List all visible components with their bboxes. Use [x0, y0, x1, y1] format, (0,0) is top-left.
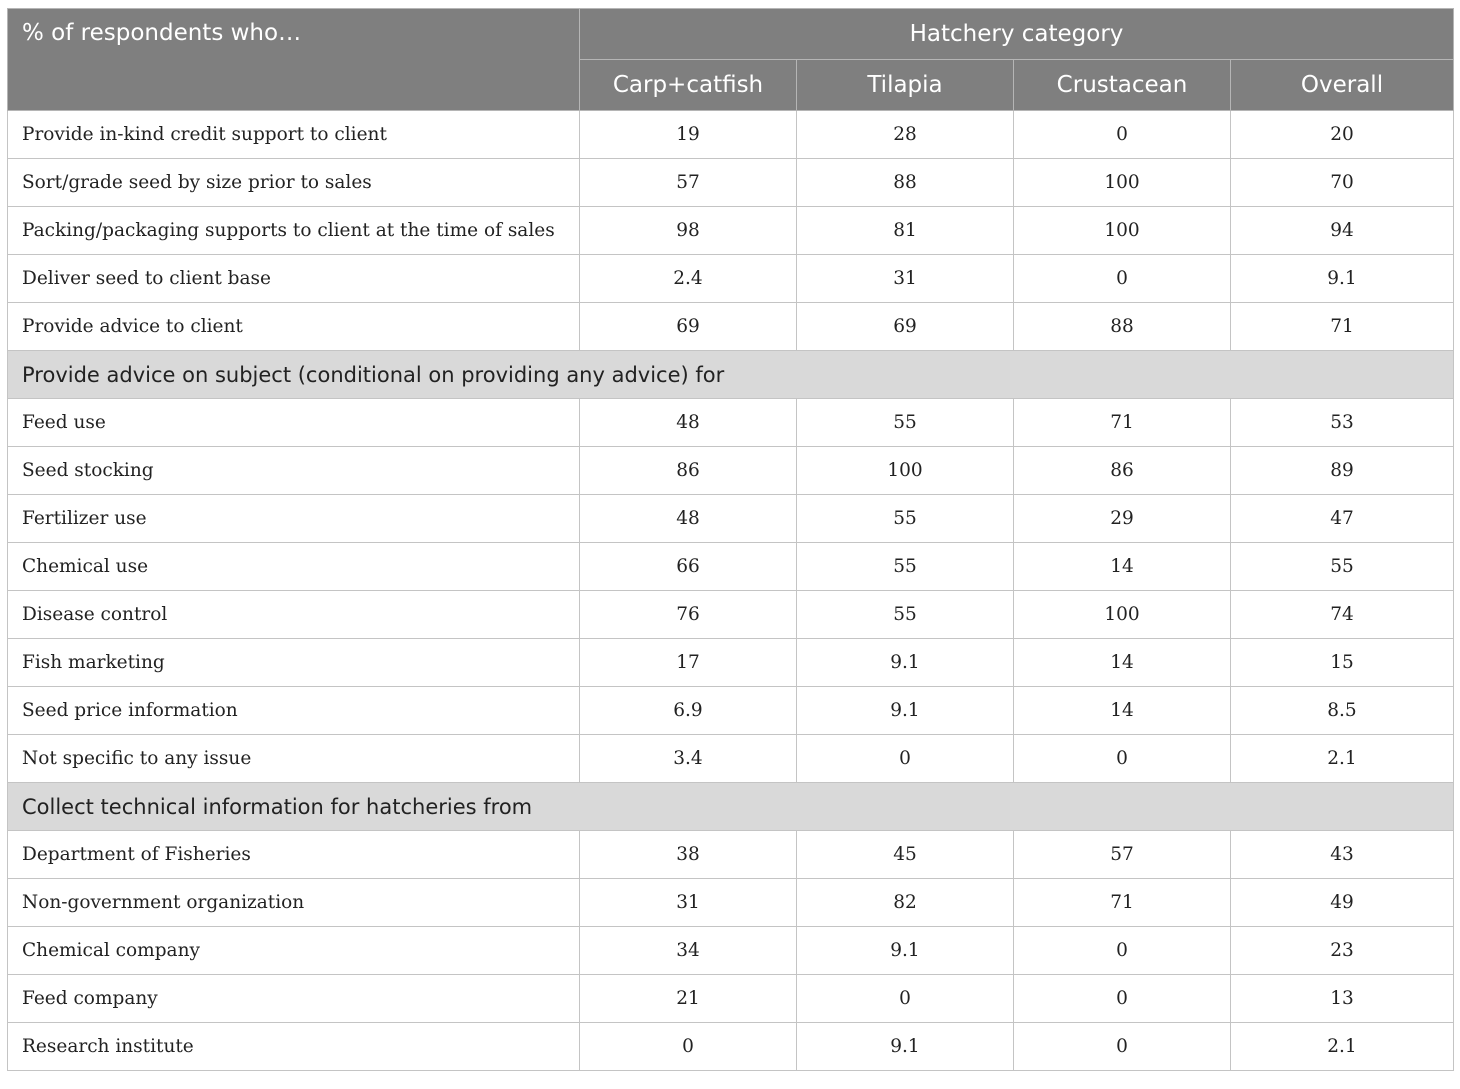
value-cell: 48 [580, 399, 797, 447]
hatchery-services-table [7, 8, 1454, 1071]
value-cell: 0 [580, 1023, 797, 1071]
value-cell: 0 [1014, 975, 1231, 1023]
row-label: Not specific to any issue [8, 735, 580, 783]
value-cell: 0 [1014, 735, 1231, 783]
value-cell: 55 [1231, 543, 1454, 591]
column-header-overall: Overall [1231, 60, 1454, 111]
table-row [8, 495, 1454, 543]
value-cell: 9.1 [797, 927, 1014, 975]
header-row-group [8, 9, 1454, 60]
value-cell: 2.1 [1231, 735, 1454, 783]
row-label: Provide advice to client [8, 303, 580, 351]
value-cell: 49 [1231, 879, 1454, 927]
row-label: Deliver seed to client base [8, 255, 580, 303]
row-label: Fertilizer use [8, 495, 580, 543]
value-cell: 3.4 [580, 735, 797, 783]
value-cell: 6.9 [580, 687, 797, 735]
table-row [8, 111, 1454, 159]
value-cell: 28 [797, 111, 1014, 159]
value-cell: 55 [797, 591, 1014, 639]
value-cell: 48 [580, 495, 797, 543]
table-row [8, 1023, 1454, 1071]
row-label: Sort/grade seed by size prior to sales [8, 159, 580, 207]
table-row [8, 447, 1454, 495]
value-cell: 57 [1014, 831, 1231, 879]
value-cell: 14 [1014, 543, 1231, 591]
value-cell: 88 [797, 159, 1014, 207]
value-cell: 100 [1014, 591, 1231, 639]
table-row [8, 879, 1454, 927]
row-label: Fish marketing [8, 639, 580, 687]
table-header [8, 9, 1454, 111]
value-cell: 19 [580, 111, 797, 159]
value-cell: 69 [797, 303, 1014, 351]
value-cell: 71 [1231, 303, 1454, 351]
value-cell: 9.1 [797, 687, 1014, 735]
table-row [8, 831, 1454, 879]
value-cell: 55 [797, 399, 1014, 447]
value-cell: 70 [1231, 159, 1454, 207]
table-row [8, 255, 1454, 303]
column-header-crustacean: Crustacean [1014, 60, 1231, 111]
row-label: Feed use [8, 399, 580, 447]
row-label: Research institute [8, 1023, 580, 1071]
value-cell: 71 [1014, 879, 1231, 927]
table-row [8, 399, 1454, 447]
table-row [8, 591, 1454, 639]
data-table-container [7, 8, 1453, 1071]
value-cell: 9.1 [797, 1023, 1014, 1071]
value-cell: 2.4 [580, 255, 797, 303]
value-cell: 88 [1014, 303, 1231, 351]
section-header-label: Provide advice on subject (conditional on providing any advice) for [8, 351, 1454, 399]
value-cell: 89 [1231, 447, 1454, 495]
table-row [8, 543, 1454, 591]
column-header-tilapia: Tilapia [797, 60, 1014, 111]
value-cell: 100 [1014, 207, 1231, 255]
column-header-carp-catfish: Carp+catfish [580, 60, 797, 111]
group-header-cell: Hatchery category [580, 9, 1454, 60]
value-cell: 57 [580, 159, 797, 207]
value-cell: 13 [1231, 975, 1454, 1023]
section-header-row [8, 351, 1454, 399]
section-header-row [8, 783, 1454, 831]
value-cell: 45 [797, 831, 1014, 879]
value-cell: 9.1 [1231, 255, 1454, 303]
row-label: Packing/packaging supports to client at the time of sales [8, 207, 580, 255]
value-cell: 23 [1231, 927, 1454, 975]
value-cell: 14 [1014, 639, 1231, 687]
table-row [8, 735, 1454, 783]
value-cell: 86 [1014, 447, 1231, 495]
value-cell: 43 [1231, 831, 1454, 879]
value-cell: 94 [1231, 207, 1454, 255]
value-cell: 86 [580, 447, 797, 495]
value-cell: 0 [1014, 111, 1231, 159]
value-cell: 0 [797, 975, 1014, 1023]
value-cell: 0 [797, 735, 1014, 783]
value-cell: 100 [797, 447, 1014, 495]
value-cell: 15 [1231, 639, 1454, 687]
row-label: Non-government organization [8, 879, 580, 927]
value-cell: 31 [580, 879, 797, 927]
value-cell: 98 [580, 207, 797, 255]
value-cell: 82 [797, 879, 1014, 927]
section-header-label: Collect technical information for hatcheries from [8, 783, 1454, 831]
value-cell: 29 [1014, 495, 1231, 543]
row-label: Feed company [8, 975, 580, 1023]
value-cell: 0 [1014, 1023, 1231, 1071]
value-cell: 71 [1014, 399, 1231, 447]
row-header-cell: % of respondents who… [8, 9, 580, 111]
value-cell: 66 [580, 543, 797, 591]
table-row [8, 927, 1454, 975]
value-cell: 17 [580, 639, 797, 687]
value-cell: 53 [1231, 399, 1454, 447]
table-row [8, 687, 1454, 735]
value-cell: 76 [580, 591, 797, 639]
value-cell: 2.1 [1231, 1023, 1454, 1071]
row-label: Provide in-kind credit support to client [8, 111, 580, 159]
value-cell: 8.5 [1231, 687, 1454, 735]
value-cell: 74 [1231, 591, 1454, 639]
row-label: Disease control [8, 591, 580, 639]
value-cell: 0 [1014, 255, 1231, 303]
value-cell: 9.1 [797, 639, 1014, 687]
row-label: Seed price information [8, 687, 580, 735]
value-cell: 69 [580, 303, 797, 351]
value-cell: 0 [1014, 927, 1231, 975]
value-cell: 20 [1231, 111, 1454, 159]
table-row [8, 639, 1454, 687]
value-cell: 100 [1014, 159, 1231, 207]
value-cell: 34 [580, 927, 797, 975]
value-cell: 55 [797, 543, 1014, 591]
row-label: Chemical use [8, 543, 580, 591]
table-row [8, 975, 1454, 1023]
row-label: Seed stocking [8, 447, 580, 495]
row-label: Department of Fisheries [8, 831, 580, 879]
table-body [8, 111, 1454, 1071]
row-label: Chemical company [8, 927, 580, 975]
value-cell: 38 [580, 831, 797, 879]
value-cell: 81 [797, 207, 1014, 255]
value-cell: 21 [580, 975, 797, 1023]
value-cell: 14 [1014, 687, 1231, 735]
table-row [8, 159, 1454, 207]
table-row [8, 303, 1454, 351]
value-cell: 47 [1231, 495, 1454, 543]
table-row [8, 207, 1454, 255]
value-cell: 55 [797, 495, 1014, 543]
value-cell: 31 [797, 255, 1014, 303]
